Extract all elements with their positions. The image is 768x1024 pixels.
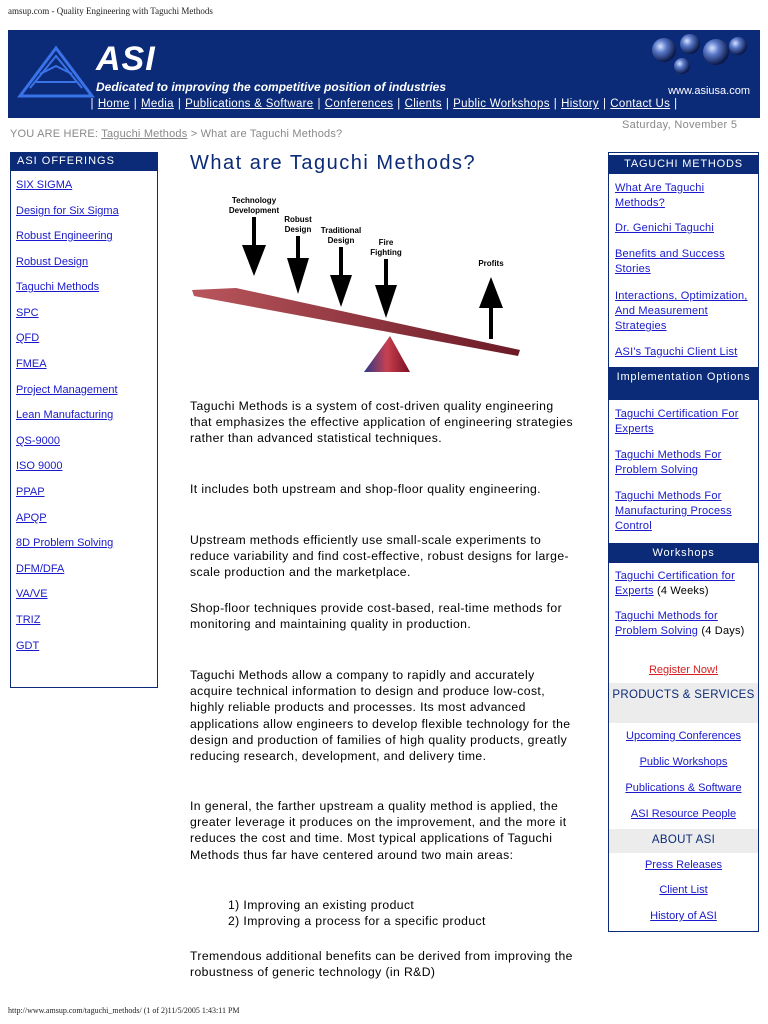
paragraph-6: In general, the farther upstream a quality method is applied, the greater leverage it produces on the improvement, and the more it reduces the cost and time. Most typical applications of Taguchi Methods thus far have centered around two main areas: <box>190 799 567 862</box>
page-footer-text: http://www.amsup.com/taguchi_methods/ (1 of 2)11/5/2005 1:43:11 PM <box>8 1006 240 1015</box>
left-nav-link[interactable]: FMEA <box>16 358 47 370</box>
left-nav-link[interactable]: Robust Engineering <box>16 230 113 242</box>
breadcrumb-prefix: YOU ARE HERE: <box>10 128 99 140</box>
impl-link[interactable] <box>615 407 755 437</box>
products-link-anchor[interactable]: Publications & Software <box>625 782 742 794</box>
left-nav-header: ASI OFFERINGS <box>11 153 157 171</box>
workshop-item[interactable] <box>615 609 755 639</box>
paragraph-4: Shop-floor techniques provide cost-based, real-time methods for monitoring and maintaining quality in production. <box>190 601 563 632</box>
paragraph-2: It includes both upstream and shop-floor quality engineering. <box>190 482 541 496</box>
left-nav-link[interactable]: SPC <box>16 307 39 319</box>
products-link[interactable] <box>609 808 758 820</box>
asi-logo-icon <box>16 44 96 102</box>
asi-logo-text[interactable]: ASI <box>96 40 156 78</box>
breadcrumb-separator: > <box>190 128 198 140</box>
taguchi-link-anchor[interactable]: What Are Taguchi Methods? <box>615 182 705 209</box>
breadcrumb-current: What are Taguchi Methods? <box>200 128 343 140</box>
left-nav-item[interactable] <box>16 588 48 600</box>
left-nav-item[interactable] <box>16 256 88 268</box>
left-nav-link[interactable]: DFM/DFA <box>16 563 65 575</box>
left-nav-link[interactable]: GDT <box>16 640 40 652</box>
about-link-anchor[interactable]: Press Releases <box>644 859 723 871</box>
paragraph-1: Taguchi Methods is a system of cost-driven quality engineering that emphasizes the effective application of engineering strategies rather than advanced statistical techniques. <box>190 399 573 446</box>
impl-link-anchor[interactable]: Taguchi Methods For Manufacturing Process Control <box>615 490 732 532</box>
left-nav-item[interactable] <box>16 307 39 319</box>
nav-public-workshops[interactable]: Public Workshops <box>453 98 550 110</box>
left-nav-link[interactable]: Design for Six Sigma <box>16 205 119 217</box>
list-item: 1) Improving an existing product <box>228 898 415 912</box>
products-link[interactable] <box>609 782 758 794</box>
left-nav-item[interactable] <box>16 460 62 472</box>
products-link-anchor[interactable]: Public Workshops <box>639 756 728 768</box>
nav-conferences[interactable]: Conferences <box>324 98 394 110</box>
page-header-text: amsup.com - Quality Engineering with Taguchi Methods <box>8 6 213 16</box>
products-link[interactable] <box>609 756 758 768</box>
paragraph-5: Taguchi Methods allow a company to rapidly and accurately acquire technical information to design and produce low-cost, highly reliable products and processes. Its most advanced applications allow engineers to develop flexible technology for the design and production of families of high quality products, greatly reducing research, development, and delivery time. <box>190 668 571 764</box>
lever-fulcrum <box>364 336 410 372</box>
taguchi-link-anchor[interactable]: Benefits and Success Stories <box>615 248 725 275</box>
left-nav-link[interactable]: Taguchi Methods <box>16 281 100 293</box>
taguchi-link[interactable] <box>615 221 755 236</box>
nav-contact[interactable]: Contact Us <box>610 98 671 110</box>
nav-clients[interactable]: Clients <box>404 98 442 110</box>
workshop-duration: (4 Days) <box>701 625 745 637</box>
left-nav-item[interactable] <box>16 409 113 421</box>
left-nav-link[interactable]: SIX SIGMA <box>16 179 73 191</box>
diagram-label-tech-line1: Technology <box>231 196 277 205</box>
about-asi-header: ABOUT ASI <box>609 829 758 853</box>
about-link-anchor[interactable]: Client List <box>659 884 708 896</box>
globes-icon <box>642 32 752 84</box>
workshops-header: Workshops <box>609 543 758 563</box>
impl-link[interactable] <box>615 448 755 478</box>
paragraph-3: Upstream methods efficiently use small-scale experiments to reduce variability and find cost-effective, robust designs for large-scale production and the marketplace. <box>190 533 569 580</box>
right-nav <box>608 152 759 932</box>
diagram-label-fire-line1: Fire <box>378 238 394 247</box>
left-nav-item[interactable] <box>16 332 39 344</box>
workshop-link[interactable]: Taguchi Methods for Problem Solving <box>615 610 718 637</box>
left-nav-link[interactable]: VA/VE <box>16 588 48 600</box>
left-nav-item[interactable] <box>16 640 39 652</box>
date-display: Saturday, November 5 <box>622 119 738 131</box>
top-nav: | Home | Media | Publications & Software | Conferences | Clients | Public Workshops | History | Contact Us | <box>90 98 678 110</box>
left-nav-item[interactable] <box>16 281 99 293</box>
left-nav-link[interactable]: Robust Design <box>16 256 89 268</box>
left-nav-item[interactable] <box>16 179 72 191</box>
left-nav-item[interactable] <box>16 537 113 549</box>
lever-plank <box>192 288 520 356</box>
page-title: What are Taguchi Methods? <box>190 152 477 174</box>
workshop-duration: (4 Weeks) <box>656 585 709 597</box>
nav-publications[interactable]: Publications & Software <box>185 98 314 110</box>
list-item: 2) Improving a process for a specific product <box>228 914 486 928</box>
left-nav-item[interactable] <box>16 358 47 370</box>
left-nav-item[interactable] <box>16 384 118 396</box>
left-nav-link[interactable]: Lean Manufacturing <box>16 409 114 421</box>
up-arrow <box>479 277 503 339</box>
left-nav-item[interactable] <box>16 614 40 626</box>
taguchi-link-anchor[interactable]: Interactions, Optimization, And Measurement Strategies <box>615 290 748 332</box>
left-nav-item[interactable] <box>16 205 119 217</box>
left-nav-link[interactable]: 8D Problem Solving <box>16 537 114 549</box>
impl-link-anchor[interactable]: Taguchi Certification For Experts <box>615 408 739 435</box>
breadcrumb-link[interactable]: Taguchi Methods <box>101 128 188 140</box>
taguchi-link[interactable] <box>615 345 755 360</box>
taguchi-link[interactable] <box>615 289 755 334</box>
about-link[interactable] <box>609 910 758 922</box>
workshop-item[interactable] <box>615 569 755 599</box>
left-nav-link[interactable]: QFD <box>16 332 40 344</box>
left-nav-link[interactable]: Project Management <box>16 384 118 396</box>
impl-link-anchor[interactable]: Taguchi Methods For Problem Solving <box>615 449 722 476</box>
left-nav-link[interactable]: PPAP <box>16 486 45 498</box>
diagram-label-traditional-line1: Traditional <box>320 226 362 235</box>
breadcrumb <box>10 128 342 140</box>
impl-link[interactable] <box>615 489 755 534</box>
nav-media[interactable]: Media <box>141 98 174 110</box>
nav-history[interactable]: History <box>561 98 599 110</box>
diagram-label-tech-line2: Development <box>228 206 280 215</box>
left-nav-item[interactable] <box>16 563 64 575</box>
left-nav <box>10 152 158 688</box>
left-nav-item[interactable] <box>16 435 60 447</box>
taguchi-link-anchor[interactable]: ASI's Taguchi Client List <box>615 346 738 358</box>
taguchi-methods-header: TAGUCHI METHODS <box>609 155 758 174</box>
left-nav-link[interactable]: APQP <box>16 512 47 524</box>
left-nav-item[interactable] <box>16 230 113 242</box>
left-nav-link[interactable]: TRIZ <box>16 614 41 626</box>
diagram-label-robust-line2: Design <box>284 225 312 234</box>
taguchi-link[interactable] <box>615 181 755 211</box>
banner-url[interactable]: www.asiusa.com <box>668 85 750 97</box>
products-link-anchor[interactable]: Upcoming Conferences <box>626 730 741 742</box>
banner-tagline: Dedicated to improving the competitive position of industries <box>96 80 447 94</box>
about-link-anchor[interactable]: History of ASI <box>650 910 717 922</box>
left-nav-item[interactable] <box>16 512 47 524</box>
products-link[interactable] <box>609 730 758 742</box>
products-link-anchor[interactable]: ASI Resource People <box>630 808 737 820</box>
taguchi-link[interactable] <box>615 247 755 277</box>
about-link[interactable] <box>609 884 758 896</box>
left-nav-link[interactable]: QS-9000 <box>16 435 61 447</box>
about-link[interactable] <box>609 859 758 871</box>
register-now[interactable] <box>609 664 758 676</box>
workshop-link[interactable]: Taguchi Certification for Experts <box>615 570 735 597</box>
taguchi-leverage-diagram <box>190 190 530 380</box>
nav-home[interactable]: Home <box>97 98 130 110</box>
left-nav-link[interactable]: ISO 9000 <box>16 460 63 472</box>
diagram-label-traditional-line2: Design <box>327 236 355 245</box>
taguchi-link-anchor[interactable]: Dr. Genichi Taguchi <box>615 222 714 234</box>
implementation-options-header: Implementation Options <box>609 367 758 400</box>
diagram-label-profits: Profits <box>478 259 504 268</box>
diagram-label-robust-line1: Robust <box>284 215 312 224</box>
diagram-label-fire-line2: Fighting <box>370 248 402 257</box>
left-nav-item[interactable] <box>16 486 45 498</box>
register-now-link[interactable]: Register Now! <box>648 664 719 676</box>
products-services-header: PRODUCTS & SERVICES <box>609 683 758 723</box>
paragraph-7: Tremendous additional benefits can be derived from improving the robustness of generic technology (in R&D) <box>190 949 573 980</box>
site-banner <box>8 30 760 118</box>
